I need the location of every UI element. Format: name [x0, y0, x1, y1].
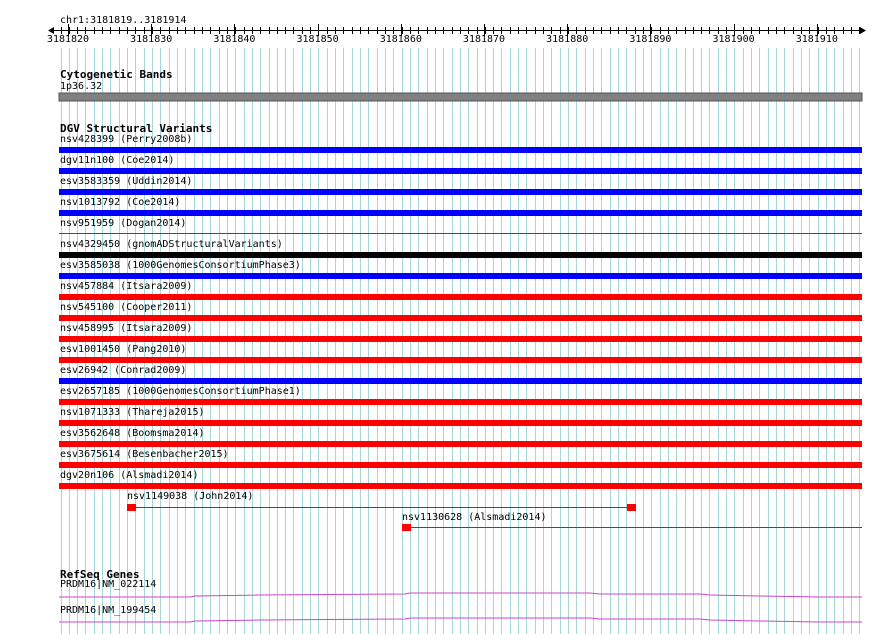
- variant-bar: [59, 315, 862, 321]
- variant-bar: [59, 189, 862, 195]
- variant-bar: [59, 294, 862, 300]
- variant-label[interactable]: nsv951959 (Dogan2014): [60, 218, 187, 229]
- ruler-right-arrow: [860, 27, 866, 34]
- variant-label[interactable]: esv2657185 (1000GenomesConsortiumPhase1): [60, 386, 301, 397]
- ruler-tick-label: 3181850: [296, 34, 339, 45]
- cytoband-label: 1p36.32: [60, 81, 103, 92]
- cytoband-track-title: Cytogenetic Bands: [60, 68, 173, 81]
- variant-bar: [59, 462, 862, 468]
- variant-block-nsv1130628-start: [402, 524, 411, 531]
- variant-bar: [59, 336, 862, 342]
- variant-label[interactable]: esv3675614 (Besenbacher2015): [60, 449, 229, 460]
- variant-block-nsv1149038-start: [127, 504, 136, 511]
- ruler-tick-label: 3181900: [712, 34, 755, 45]
- variant-label[interactable]: nsv1013792 (Coe2014): [60, 197, 181, 208]
- ruler-tick-label: 3181870: [462, 34, 506, 45]
- ruler-tick-label: 3181860: [379, 34, 422, 45]
- variant-bar: [59, 147, 862, 153]
- variant-bar: [59, 357, 862, 363]
- variant-label[interactable]: dgv20n106 (Alsmadi2014): [60, 470, 199, 481]
- region-label: chr1:3181819..3181914: [60, 15, 187, 26]
- variant-label[interactable]: nsv1071333 (Thareja2015): [60, 407, 205, 418]
- variant-label[interactable]: dgv11n100 (Coe2014): [60, 155, 175, 166]
- variant-bar: [59, 168, 862, 174]
- dgv-track-title: DGV Structural Variants: [60, 122, 213, 135]
- variant-label[interactable]: esv26942 (Conrad2009): [60, 365, 187, 376]
- variant-label[interactable]: nsv428399 (Perry2008b): [60, 134, 193, 145]
- variant-bar: [59, 273, 862, 279]
- variant-bar: [59, 378, 862, 384]
- ruler-tick-label: 3181830: [130, 34, 173, 45]
- ruler-tick-label: 3181880: [546, 34, 589, 45]
- variant-label[interactable]: nsv457884 (Itsara2009): [60, 281, 193, 292]
- variant-label[interactable]: esv3562648 (Boomsma2014): [60, 428, 205, 439]
- refseq-track-title: RefSeq Genes: [60, 568, 140, 581]
- variant-label[interactable]: nsv458995 (Itsara2009): [60, 323, 193, 334]
- ruler-tick-label: 3181910: [795, 34, 838, 45]
- variant-label[interactable]: esv3585038 (1000GenomesConsortiumPhase3): [60, 260, 301, 271]
- ruler-tick-label: 3181820: [46, 34, 90, 45]
- ruler-tick-label: 3181840: [213, 34, 256, 45]
- cytoband-bar: [59, 93, 862, 101]
- variant-label-nsv1130628[interactable]: nsv1130628 (Alsmadi2014): [402, 512, 547, 523]
- variant-bar: [59, 210, 862, 216]
- variant-label-nsv1149038[interactable]: nsv1149038 (John2014): [127, 491, 254, 502]
- variant-label[interactable]: nsv545100 (Cooper2011): [60, 302, 193, 313]
- gene-label-nm022114[interactable]: PRDM16|NM_022114: [60, 579, 157, 590]
- variant-bar: [59, 420, 862, 426]
- variant-label[interactable]: nsv4329450 (gnomADStructuralVariants): [60, 239, 283, 250]
- variant-bar: [59, 483, 862, 489]
- variant-label[interactable]: esv3583359 (Uddin2014): [60, 176, 193, 187]
- ruler-tick-label: 3181890: [629, 34, 672, 45]
- variant-block-nsv1149038-end: [627, 504, 636, 511]
- variant-label[interactable]: esv1001450 (Pang2010): [60, 344, 187, 355]
- gene-label-nm199454[interactable]: PRDM16|NM_199454: [60, 605, 157, 616]
- variant-bar: [59, 252, 862, 258]
- ruler-left-arrow: [48, 27, 54, 34]
- variant-bar: [59, 399, 862, 405]
- variant-bar: [59, 441, 862, 447]
